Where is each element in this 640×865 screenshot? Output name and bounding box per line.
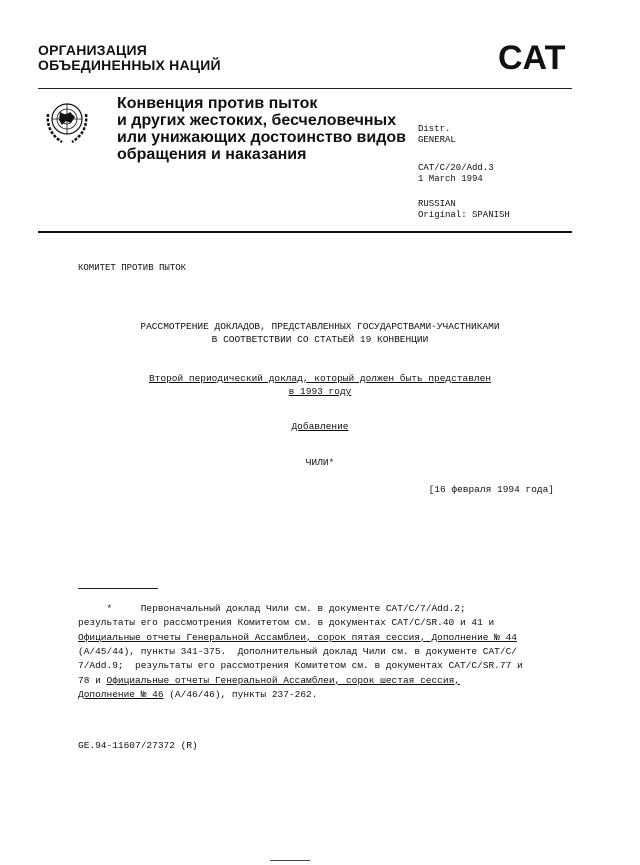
footnote-line [78,645,564,659]
distribution [418,124,456,146]
org-name-line: ОРГАНИЗАЦИЯ [38,42,147,58]
subtitle-line: в 1993 году [288,386,352,397]
footnote-line [78,659,564,673]
doc-symbol: CAT/C/20/Add.3 [418,163,494,173]
footnote-text: 7/Add.9; результаты его рассмотрения Комитетом см. в документах CAT/C/SR.77 и [78,660,523,672]
footnote-citation: Официальные отчеты Генеральной Ассамблеи, сорок пятая сессия, Дополнение № 44 [78,631,517,643]
convention-title-line: и других жестоких, бесчеловечных [117,112,397,129]
footnote-text: (A/45/44), пункты 341-375. Дополнительный доклад Чили см. в документе CAT/C/ [78,645,517,657]
footnote-line [78,688,564,702]
footnote-text: * Первоначальный доклад Чили см. в документе CAT/C/7/Add.2; [78,603,466,614]
job-number: GE.94-11607/27372 (R) [78,740,198,751]
heading-line: РАССМОТРЕНИЕ ДОКЛАДОВ, ПРЕДСТАВЛЕННЫХ ГОСУДАРСТВАМИ-УЧАСТНИКАМИ [140,321,500,332]
original-language: Original: SPANISH [418,210,510,220]
footnote-line [78,602,564,616]
committee-name: КОМИТЕТ ПРОТИВ ПЫТОК [78,263,187,273]
footnote-line [78,674,564,688]
distr-value: GENERAL [418,135,456,145]
un-emblem-icon [40,94,94,148]
footnote-line [78,631,564,645]
country-name: ЧИЛИ* [305,457,335,468]
addendum-label: Добавление [291,421,349,432]
doc-date: 1 March 1994 [418,174,483,184]
language: RUSSIAN [418,199,456,209]
report-heading [0,320,640,346]
report-subtitle [0,372,640,398]
convention-title-line: Конвенция против пыток [117,95,318,112]
footnote-line [78,616,564,630]
footnote-text: результаты его рассмотрения Комитетом см. в документах CAT/C/SR.40 и 41 и [78,617,495,629]
header-divider [38,88,572,89]
footnote-divider [78,588,158,589]
footnote-citation: Дополнение № 46 [78,688,164,700]
footnote-citation: Официальные отчеты Генеральной Ассамблеи, сорок шестая сессия, [106,674,460,686]
convention-title-line: обращения и наказания [117,146,307,163]
subtitle-line: Второй периодический доклад, который должен быть представлен [148,373,492,384]
org-name [38,43,221,73]
convention-title [117,95,406,163]
language-info [418,199,510,221]
page-edge-mark [270,860,310,861]
distr-label: Distr. [418,124,451,134]
document-ref [418,163,494,185]
header-bottom-divider [38,231,572,233]
report-date: [16 февраля 1994 года] [428,484,554,495]
footnote-text: 78 и [78,674,107,686]
document-series-symbol: CAT [498,39,566,77]
heading-line: В СООТВЕТСТВИИ СО СТАТЬЕЙ 19 КОНВЕНЦИИ [211,334,429,345]
convention-title-line: или унижающих достоинство видов [117,129,406,146]
org-name-line: ОБЪЕДИНЕННЫХ НАЦИЙ [38,57,221,73]
footnote-text: (A/46/46), пункты 237-262. [163,688,318,700]
